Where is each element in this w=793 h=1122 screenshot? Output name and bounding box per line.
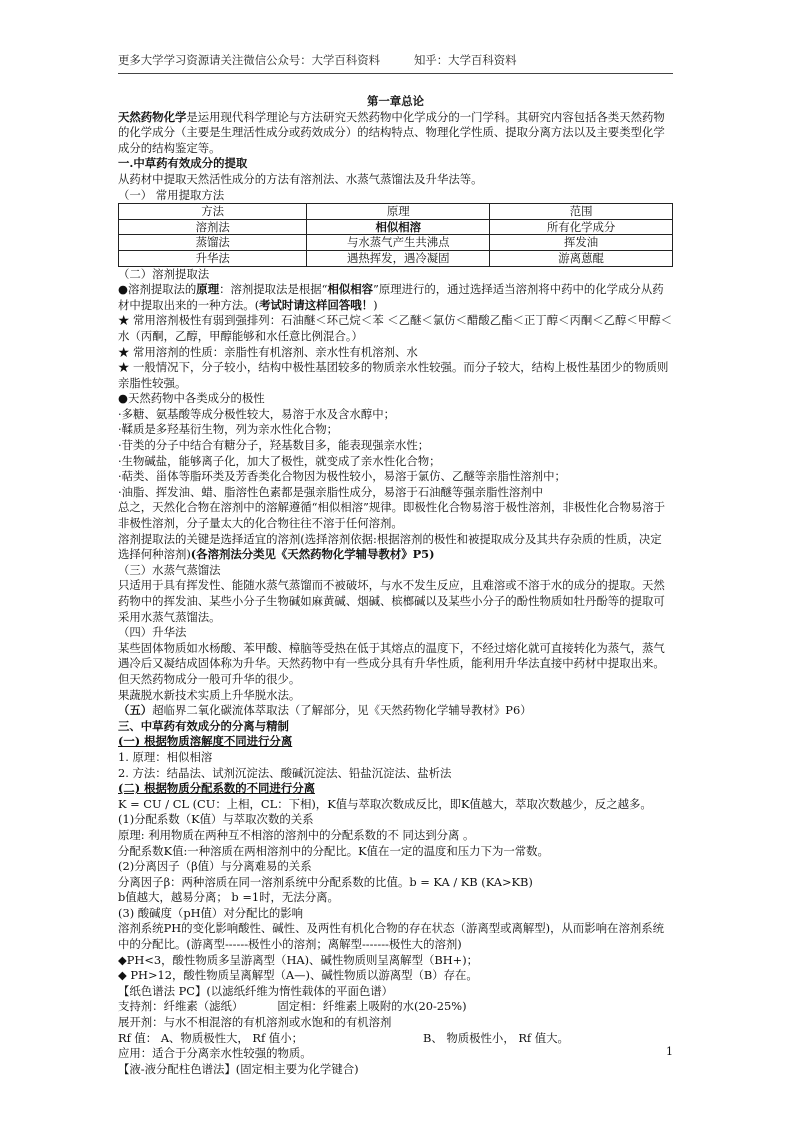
- text-line: ◆PH<3，酸性物质多呈游离型（HA)、碱性物质则呈离解型（BH+)；: [118, 952, 479, 967]
- polarity-item: ·鞣质是多羟基衍生物，列为亲水性化合物；: [118, 422, 339, 437]
- table-cell: 遇热挥发，遇冷凝固: [307, 250, 490, 266]
- section-1-line: 从药材中提取天然活性成分的方法有溶剂法、水蒸气蒸馏法及升华法等。: [118, 171, 483, 186]
- text-line: 展开剂：与水不相混溶的有机溶剂或水饱和的有机溶剂: [118, 1015, 392, 1030]
- polarity-item: ·苷类的分子中结合有糖分子，羟基数目多，能表现强亲水性；: [118, 438, 430, 453]
- text-run: 超临界二氧化碳流体萃取法（了解部分，见《天然药物化学辅导教材》P6）: [152, 703, 532, 718]
- numbered-heading: (2)分离因子（β值）与分离难易的关系: [118, 859, 312, 874]
- table-row: [119, 219, 673, 235]
- text-run: 固定相：纤维素上吸附的水(20-25%): [277, 999, 467, 1014]
- text-line: 溶剂系统PH的变化影响酸性、碱性、及两性有机化合物的存在状态（游离型或离解型)，从而影响在溶剂系统中的分配比。(游离型------极性小的溶剂；离解型-------极性大的溶剂): [118, 921, 665, 952]
- subsection-2-heading: （二）溶剂提取法: [118, 266, 210, 281]
- text-run: ”原理进行的，通过选择适当溶剂将中药中的化学成分从药材中提取出来的一种方法。(: [118, 282, 664, 312]
- star-item: ★ 常用溶剂的性质：亲脂性有机溶剂、亲水性有机溶剂、水: [118, 344, 418, 359]
- text-line: ◆ PH>12，酸性物质呈离解型（A—)、碱性物质以游离型（B）存在。: [118, 968, 478, 983]
- table-cell: 挥发油: [490, 235, 673, 251]
- text-run: ●溶剂提取法的: [118, 282, 197, 297]
- text-run: 相似相容: [327, 282, 374, 297]
- table-row: [119, 235, 673, 251]
- intro-text: 是运用现代科学理论与方法研究天然药物中化学成分的一门学科。其研究内容包括各类天然药物的化学成分（主要是生理活性成分或药效成分）的结构特点、物理化学性质、提取分离方法以及主要类型化学成分的结构鉴定等。: [118, 109, 665, 155]
- table-cell: 溶剂法: [119, 219, 307, 235]
- subsection-3-heading: （三）水蒸气蒸馏法: [118, 562, 221, 577]
- fruit-line: 果蔬脱水新技术实质上升华脱水法。: [118, 687, 301, 702]
- list-item: 1. 原理：相似相溶: [118, 749, 213, 764]
- section-3-heading: 三、中草药有效成分的分离与精制: [118, 718, 289, 733]
- document-body: [118, 94, 673, 1077]
- table-cell: 蒸馏法: [119, 235, 307, 251]
- numbered-heading: (1)分配系数（K值）与萃取次数的关系: [118, 812, 314, 827]
- polarity-item: ·多糖、氨基酸等成分极性较大，易溶于水及含水醇中；: [118, 406, 395, 421]
- table-cell: 所有化学成分: [490, 219, 673, 235]
- text-line: [118, 1031, 673, 1047]
- header-wechat-text: 更多大学学习资源请关注微信公众号：大学百科资料: [118, 53, 380, 67]
- chapter-title: 第一章总论: [367, 94, 424, 108]
- principle-paragraph: [118, 282, 673, 313]
- table-header-cell: 范围: [490, 204, 673, 220]
- list-item: 2. 方法：结晶法、试剂沉淀法、酸碱沉淀法、铅盐沉淀法、盐析法: [118, 765, 452, 780]
- text-line: 分离因子β：两种溶质在同一溶剂系统中分配系数的比值。b = KA / KB (KA>KB): [118, 874, 533, 889]
- numbered-heading: (3) 酸碱度（pH值）对分配比的影响: [118, 905, 304, 920]
- header-zhihu-text: 知乎：大学百科资料: [414, 53, 517, 67]
- section-1-heading: 一.中草药有效成分的提取: [118, 156, 248, 171]
- intro-paragraph: [118, 110, 673, 157]
- table-cell: 相似相溶: [307, 219, 490, 235]
- star-item: ★ 一般情况下，分子较小，结构中极性基团较多的物质亲水性较强。而分子较大，结构上极性基团少的物质则亲脂性较强。: [118, 360, 669, 390]
- subsection-4-heading: （四）升华法: [118, 625, 187, 640]
- text-line: 原理: 利用物质在两种互不相溶的溶剂中的分配系数的不 同达到分离 。: [118, 827, 475, 842]
- section-3a-heading: (一) 根据物质溶解度不同进行分离: [118, 734, 293, 749]
- k-formula-line: K = CU / CL (CU：上相，CL：下相)，K值与萃取次数成反比，即K值越大，萃取次数越少，反之越多。: [118, 796, 652, 811]
- table-cell: 游离蒽醌: [490, 250, 673, 266]
- text-run: ：溶剂提取法是根据“: [219, 282, 328, 297]
- table-header-cell: 原理: [307, 204, 490, 220]
- text-line: 分配系数K值:一种溶质在两相溶剂中的分配比。K值在一定的温度和压力下为一常数。: [118, 843, 549, 858]
- subsection-1-heading: （一） 常用提取方法: [118, 187, 225, 202]
- polarity-item: ·生物碱盐，能够离子化，加大了极性，就变成了亲水性化合物；: [118, 453, 441, 468]
- text-line: b值越大，越易分离； b =1时，无法分离。: [118, 890, 339, 905]
- text-run: (各溶剂法分类见《天然药物化学辅导教材》P5): [190, 547, 435, 562]
- text-run: Rf 值： A、物质极性大， Rf 值小；: [118, 1030, 303, 1045]
- table-header-cell: 方法: [119, 204, 307, 220]
- table-cell: 与水蒸气产生共沸点: [307, 235, 490, 251]
- summary-paragraph: 总之，天然化合物在溶剂中的溶解遵循“相似相溶”规律。即极性化合物易溶于极性溶剂，非极性化合物易溶于非极性溶剂，分子量太大的化合物往往不溶于任何溶剂。: [118, 500, 666, 531]
- table-header-row: [119, 204, 673, 220]
- table-cell: 升华法: [119, 250, 307, 266]
- text-line: 应用：适合于分离亲水性较强的物质。: [118, 1046, 312, 1061]
- text-run: 支持剂：纤维素（滤纸）: [118, 999, 244, 1014]
- text-run: 考试时请这样回答哦！: [259, 297, 374, 312]
- text-line: [118, 999, 673, 1015]
- star-item: ★ 常用溶剂极性有弱到强排列：石油醚＜环己烷＜苯 ＜乙醚＜氯仿＜醋酸乙酯＜正丁醇＜丙酮＜乙醇＜甲醇＜水（丙酮，乙醇，甲醇能够和水任意比例混合。）: [118, 313, 672, 343]
- extraction-methods-table: [118, 203, 673, 266]
- text-run: （五）: [118, 703, 153, 718]
- text-run: 原理: [196, 282, 220, 297]
- paper-chromatography-heading: 【纸色谱法 PC】(以滤纸纤维为惰性载体的平面色谱）: [118, 983, 394, 998]
- polarity-item: ·油脂、挥发油、蜡、脂溶性色素都是强亲脂性成分，易溶于石油醚等强亲脂性溶剂中: [118, 484, 544, 499]
- subsection-5-heading: [118, 703, 673, 719]
- steam-paragraph: 只适用于具有挥发性、能随水蒸气蒸馏而不被破坏，与水不发生反应，且难溶或不溶于水的成分的提取。天然药物中的挥发油、某些小分子生物碱如麻黄碱、烟碱、槟榔碱以及某些小分子的酚性物质如牡丹酚等的提取可采用水蒸气蒸馏法。: [118, 578, 665, 624]
- table-row: [119, 250, 673, 266]
- liquid-chromatography-heading: 【液-液分配柱色谱法】(固定相主要为化学键合): [118, 1061, 359, 1076]
- text-run: 溶剂提取法的关键是选择适宜的溶剂(选择溶剂依据:根据溶剂的极性和被提取成分及其共存杂质的性质，决定选择何种溶剂): [118, 531, 662, 562]
- polarity-item: ·萜类、甾体等脂环类及芳香类化合物因为极性较小，易溶于氯仿、乙醚等亲脂性溶剂中；: [118, 469, 566, 484]
- text-run: B、 物质极性小， Rf 值大。: [422, 1030, 569, 1045]
- intro-term: 天然药物化学: [118, 109, 187, 124]
- text-run: ): [373, 297, 378, 312]
- polarity-heading: ●天然药物中各类成分的极性: [118, 391, 265, 406]
- section-3b-heading: (二) 根据物质分配系数的不同进行分离: [118, 781, 315, 796]
- page-number: 1: [666, 1045, 673, 1058]
- page-header: [118, 52, 673, 74]
- sublimation-paragraph: 某些固体物质如水杨酸、苯甲酸、樟脑等受热在低于其熔点的温度下，不经过熔化就可直接转化为蒸气，蒸气遇冷后又凝结成固体称为升华。天然药物中有一些成分具有升华性质，能利用升华法直接中药材中提取出来。但天然药物成分一般可升华的很少。: [118, 640, 665, 686]
- key-paragraph: [118, 532, 673, 563]
